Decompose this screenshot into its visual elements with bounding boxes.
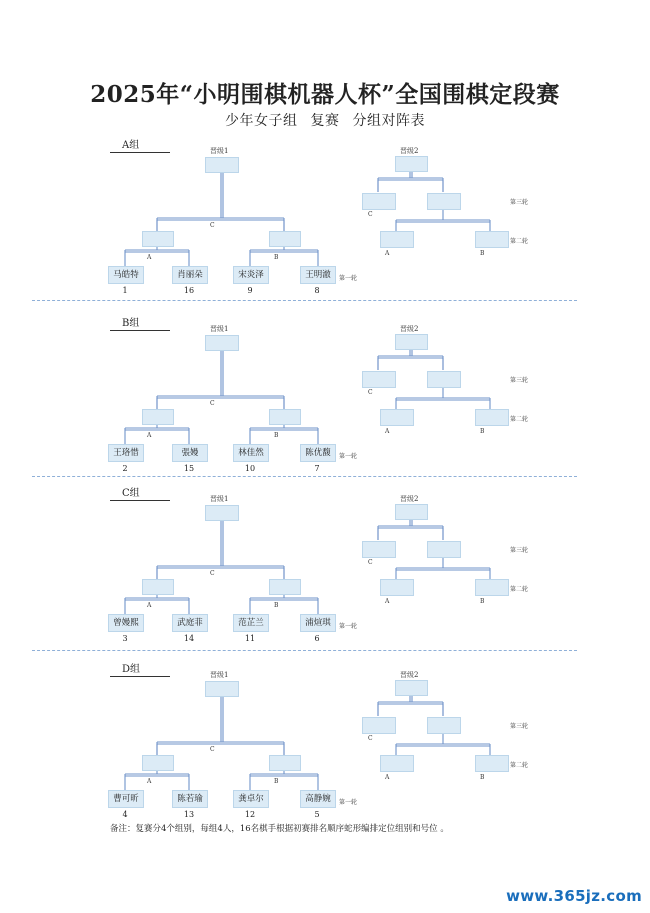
player-name: 龚卓尔 [238,794,264,804]
round-label-2: 第二轮 [510,238,529,245]
player-seed: 15 [183,464,195,473]
match-label-b: B [480,598,485,605]
player-name: 曾嫚熙 [113,618,139,628]
final-slot [362,541,396,558]
player-name: 肖丽朵 [177,270,203,280]
match-label-a: A [385,598,390,605]
final-slot [362,717,396,734]
match-label-b: B [480,250,485,257]
match-label-a: A [385,250,390,257]
player-name: 范芷兰 [238,618,264,628]
player-seed: 2 [122,464,128,473]
match-label-a: A [147,254,152,261]
match-label-c: C [210,570,215,577]
semifinal-slot [269,409,301,425]
player-seed: 7 [314,464,320,473]
group-label: B组 [110,314,170,331]
group-label: C组 [110,484,170,501]
player-name: 曹可昕 [113,794,139,804]
advance-slot [395,680,428,696]
round-label-3: 第三轮 [510,199,529,206]
player-seed: 8 [314,286,320,295]
player-seed: 11 [244,634,256,643]
bracket-group [0,140,650,315]
semifinal-slot [142,409,174,425]
final-slot [427,717,461,734]
bracket-group [0,318,650,493]
round-label-1: 第一轮 [339,799,358,806]
advance-slot [205,157,239,173]
advance-slot [205,505,239,521]
advance-label: 晋级1 [210,671,229,679]
player-seed: 4 [122,810,128,819]
player-name: 武庭菲 [177,618,203,628]
advance-slot [205,335,239,351]
round-label-3: 第三轮 [510,723,529,730]
final-slot [362,371,396,388]
round-label-3: 第三轮 [510,547,529,554]
subtitle-stage: 复赛 [310,113,340,129]
match-label-a: A [385,774,390,781]
match-label-c: C [210,746,215,753]
semifinal-slot [142,579,174,595]
advance-label: 晋级1 [210,325,229,333]
match-label-a: A [147,778,152,785]
match-label-a: A [147,432,152,439]
loser-slot [475,231,509,248]
match-label-b: B [274,778,279,785]
match-label-c: C [210,400,215,407]
subtitle-division: 少年女子组 [225,113,298,129]
player-seed: 1 [122,286,128,295]
player-name: 宋炎泽 [238,270,264,280]
round-label-2: 第二轮 [510,762,529,769]
loser-slot [475,579,509,596]
player-name: 林佳然 [238,448,264,458]
round-label-1: 第一轮 [339,275,358,282]
footnote: 备注：复赛分4个组别，每组4人，16名棋手根据初赛排名顺序蛇形编排定位组别和号位 。 [110,824,449,834]
match-label-c: C [368,211,373,218]
round-label-2: 第二轮 [510,416,529,423]
semifinal-slot [142,231,174,247]
loser-slot [380,409,414,426]
final-slot [362,193,396,210]
page-title: 2025年“小明围棋机器人杯”全国围棋定段赛 [90,81,560,108]
match-label-c: C [368,389,373,396]
round-label-1: 第一轮 [339,453,358,460]
player-seed: 3 [122,634,128,643]
semifinal-slot [142,755,174,771]
advance-label: 晋级2 [400,325,419,333]
player-name: 浦煊琪 [305,618,331,628]
match-label-a: A [385,428,390,435]
subtitle-table: 分组对阵表 [352,113,425,129]
final-slot [427,541,461,558]
semifinal-slot [269,579,301,595]
match-label-b: B [274,254,279,261]
advance-slot [395,156,428,172]
group-label: A组 [110,136,170,153]
player-seed: 16 [183,286,195,295]
loser-slot [475,755,509,772]
player-seed: 10 [244,464,256,473]
match-label-c: C [368,559,373,566]
match-label-a: A [147,602,152,609]
player-name: 陈优馥 [305,448,331,458]
player-seed: 14 [183,634,195,643]
player-seed: 5 [314,810,320,819]
advance-label: 晋级2 [400,671,419,679]
match-label-c: C [210,222,215,229]
page-subtitle [0,110,650,130]
match-label-b: B [480,774,485,781]
advance-slot [395,334,428,350]
advance-label: 晋级2 [400,147,419,155]
player-name: 張嫚 [181,448,199,458]
group-label: D组 [110,660,170,677]
player-seed: 6 [314,634,320,643]
player-name: 王明澈 [305,270,331,280]
match-label-b: B [274,432,279,439]
final-slot [427,193,461,210]
round-label-3: 第三轮 [510,377,529,384]
semifinal-slot [269,755,301,771]
player-name: 王珞惜 [113,448,139,458]
watermark: www.365jz.com [506,887,642,905]
match-label-b: B [274,602,279,609]
player-seed: 13 [183,810,195,819]
advance-label: 晋级2 [400,495,419,503]
player-name: 高静婉 [305,794,331,804]
player-seed: 9 [247,286,253,295]
loser-slot [380,231,414,248]
loser-slot [380,579,414,596]
bracket-group [0,488,650,663]
advance-slot [205,681,239,697]
player-name: 马皓特 [113,270,139,280]
final-slot [427,371,461,388]
round-label-1: 第一轮 [339,623,358,630]
player-name: 陈若瑜 [177,794,203,804]
player-seed: 12 [244,810,256,819]
match-label-b: B [480,428,485,435]
bracket-group [0,664,650,839]
advance-label: 晋级1 [210,147,229,155]
semifinal-slot [269,231,301,247]
advance-slot [395,504,428,520]
loser-slot [380,755,414,772]
loser-slot [475,409,509,426]
advance-label: 晋级1 [210,495,229,503]
match-label-c: C [368,735,373,742]
round-label-2: 第二轮 [510,586,529,593]
